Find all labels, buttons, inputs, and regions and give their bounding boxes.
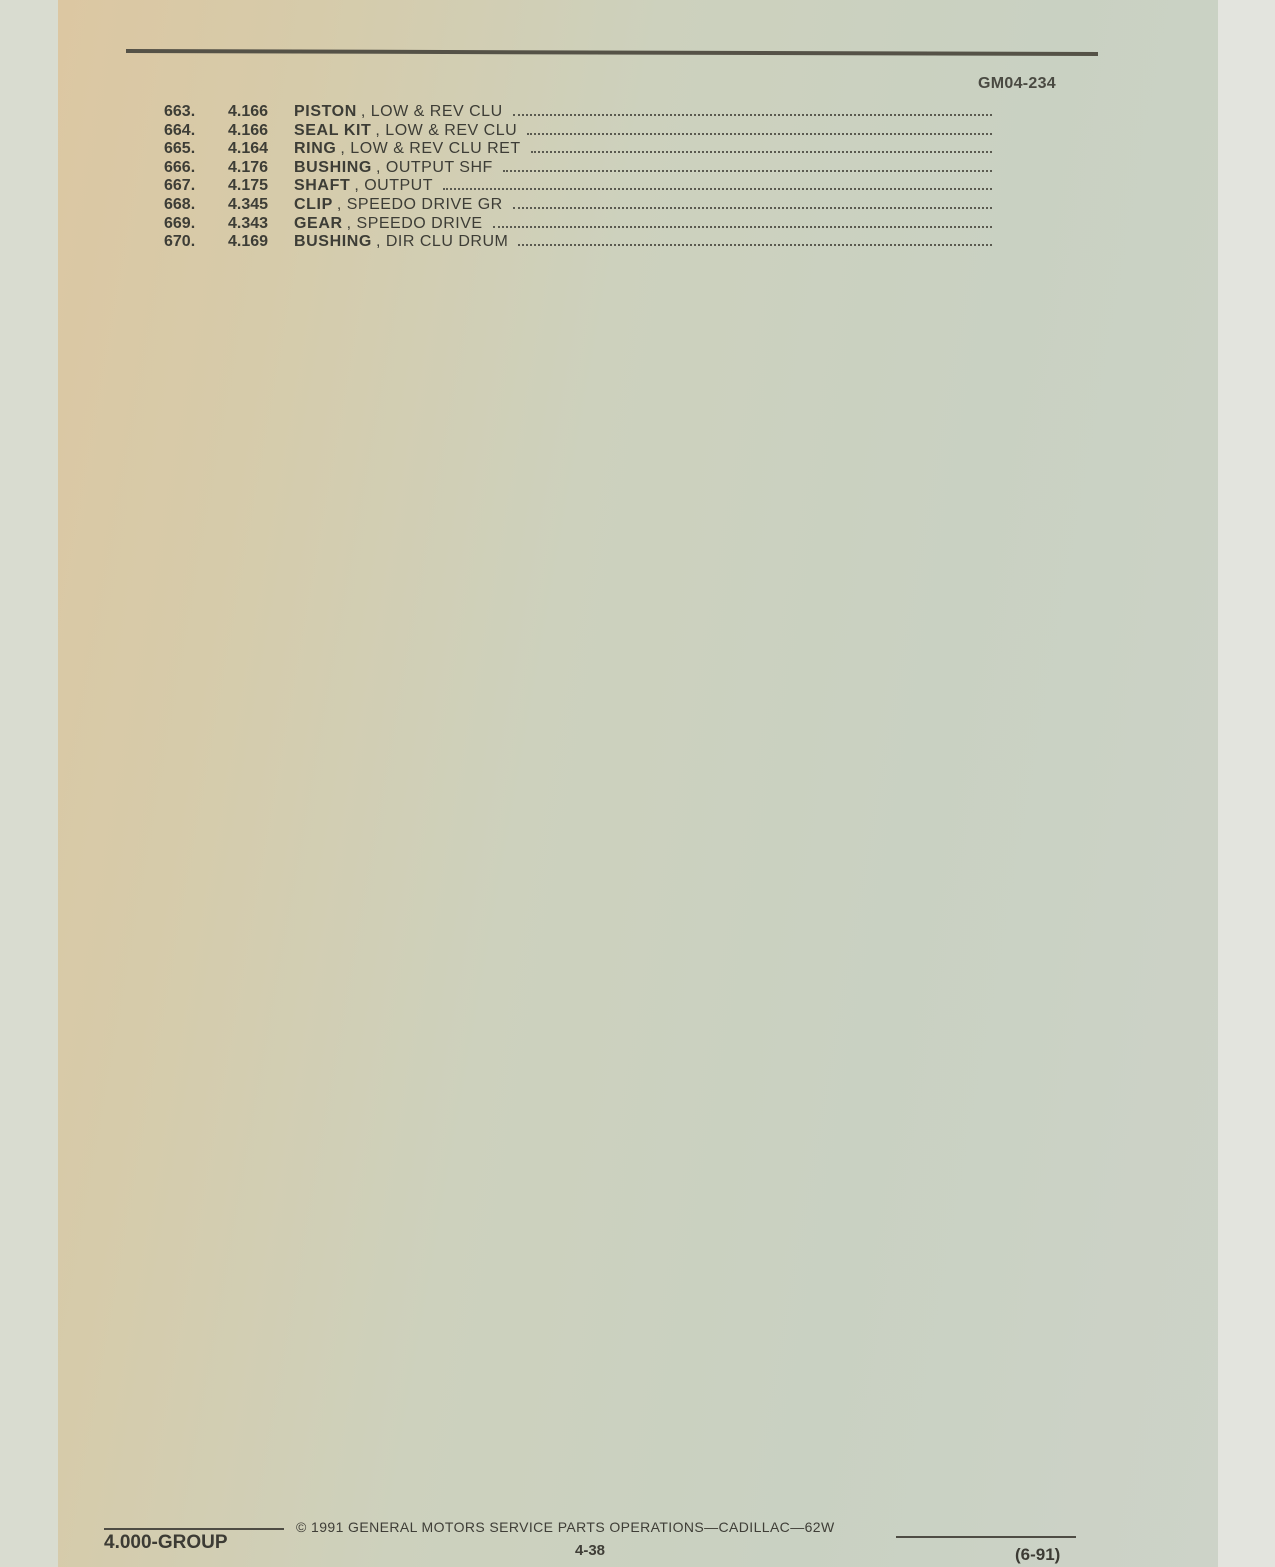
part-name: CLIP — [294, 195, 333, 213]
group-number: 4.169 — [228, 233, 269, 251]
part-number: 669. — [164, 214, 196, 232]
part-row — [162, 215, 992, 234]
part-name: BUSHING — [294, 233, 372, 251]
part-description — [294, 196, 992, 214]
scan-background — [1218, 0, 1275, 1567]
part-description — [294, 177, 992, 195]
part-name: GEAR — [294, 214, 343, 232]
copyright-line: © 1991 GENERAL MOTORS SERVICE PARTS OPERATIONS—CADILLAC—62W — [296, 1519, 835, 1535]
dot-leader — [443, 188, 992, 190]
group-number: 4.176 — [228, 158, 269, 176]
part-description — [294, 103, 992, 121]
part-row — [162, 103, 992, 122]
part-row — [162, 122, 992, 141]
group-number: 4.166 — [228, 121, 269, 139]
part-name: RING — [294, 140, 337, 158]
part-row — [162, 233, 992, 252]
part-number: 670. — [164, 233, 196, 251]
parts-list — [162, 103, 992, 252]
part-number: 663. — [164, 103, 196, 120]
dot-leader — [527, 133, 992, 135]
revision-date: (6-91) — [1015, 1545, 1061, 1564]
part-qualifier: , OUTPUT SHF — [375, 158, 493, 176]
part-row — [162, 140, 992, 159]
part-description — [294, 159, 992, 177]
document-id: GM04-234 — [978, 75, 1056, 92]
part-qualifier: , LOW & REV CLU — [375, 121, 518, 139]
group-number: 4.345 — [228, 195, 269, 213]
part-qualifier: , DIR CLU DRUM — [375, 233, 509, 251]
part-row — [162, 159, 992, 178]
dot-leader — [493, 226, 992, 228]
group-number: 4.166 — [228, 103, 269, 120]
group-number: 4.343 — [228, 214, 269, 232]
part-number: 668. — [164, 195, 196, 213]
dot-leader — [513, 114, 992, 116]
part-number: 667. — [164, 177, 196, 195]
part-description — [294, 233, 992, 251]
dot-leader — [518, 244, 992, 246]
part-name: SHAFT — [294, 177, 351, 195]
part-number: 664. — [164, 121, 196, 139]
part-qualifier: , SPEEDO DRIVE GR — [336, 195, 503, 213]
part-row — [162, 177, 992, 196]
part-name: BUSHING — [294, 158, 372, 176]
part-description — [294, 215, 992, 233]
part-name: SEAL KIT — [294, 121, 372, 139]
part-description — [294, 122, 992, 140]
footer-rule-right — [896, 1536, 1076, 1538]
group-number: 4.164 — [228, 140, 269, 158]
part-number: 665. — [164, 140, 196, 158]
dot-leader — [503, 170, 992, 172]
part-description — [294, 140, 992, 158]
part-number: 666. — [164, 158, 196, 176]
group-number: 4.175 — [228, 177, 269, 195]
part-qualifier: , OUTPUT — [354, 177, 433, 195]
part-qualifier: , LOW & REV CLU RET — [340, 140, 521, 158]
part-qualifier: , SPEEDO DRIVE — [346, 214, 483, 232]
part-qualifier: , LOW & REV CLU — [360, 103, 503, 120]
footer-rule-left — [104, 1528, 284, 1530]
dot-leader — [531, 151, 992, 153]
page-number: 4-38 — [575, 1542, 606, 1559]
part-name: PISTON — [294, 103, 357, 120]
dot-leader — [513, 207, 992, 209]
part-row — [162, 196, 992, 215]
group-label: 4.000-GROUP — [104, 1532, 228, 1553]
